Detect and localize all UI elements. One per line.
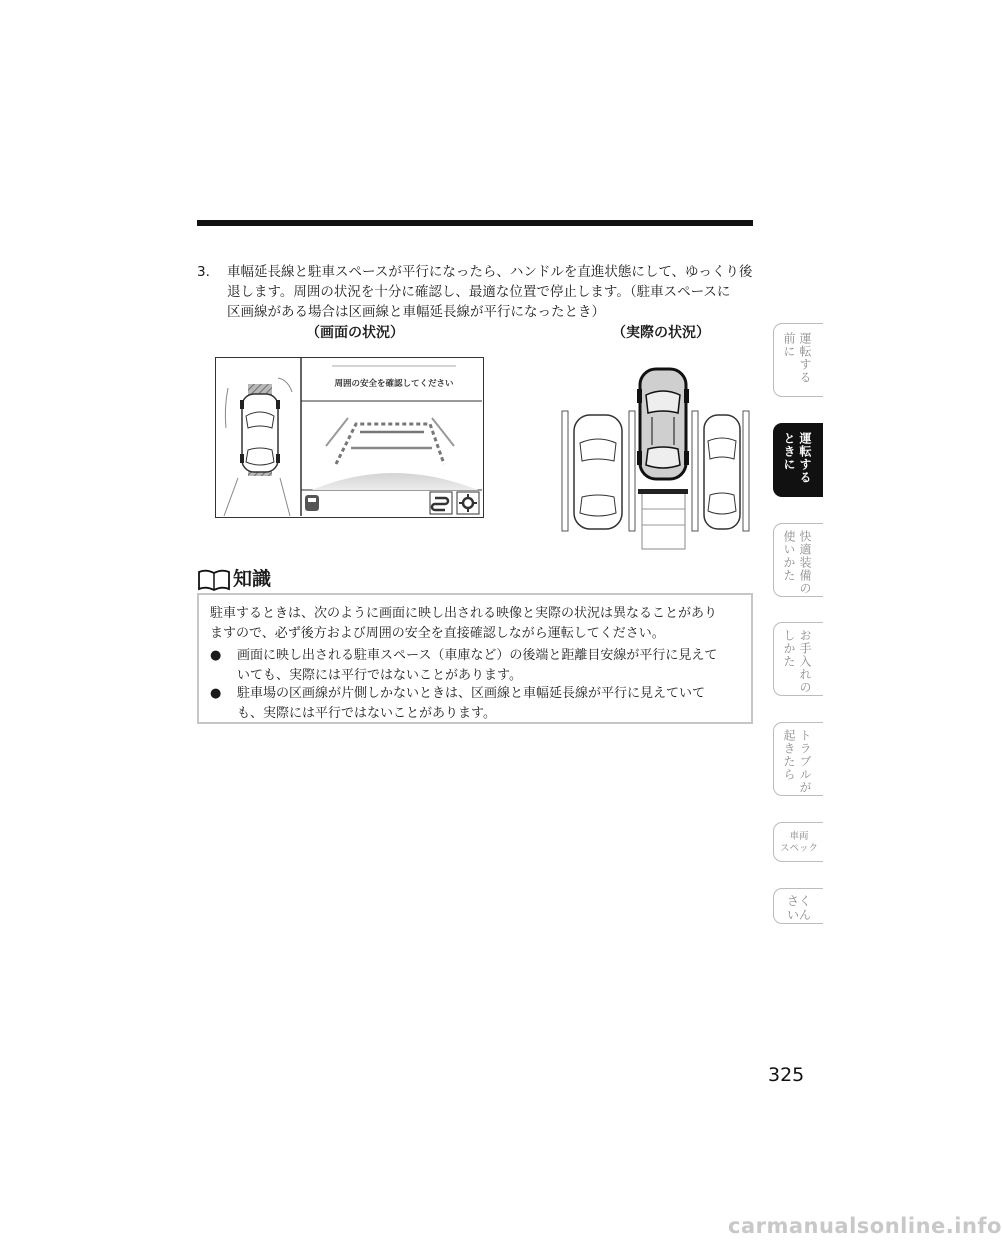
book-icon — [197, 568, 231, 592]
tab-label-line-2: いん — [786, 908, 811, 922]
step-line-3: 区画線がある場合は区画線と車幅延長線が平行になったとき） — [227, 304, 605, 320]
section-rule — [197, 220, 753, 226]
tab-label-line-1: 運転する — [798, 432, 812, 484]
tab-vehicle-specs[interactable] — [773, 822, 823, 862]
tab-label-line-2: スペック — [779, 843, 818, 854]
actual-caption: （実際の状況） — [612, 325, 710, 341]
camera-screen-illustration — [216, 358, 482, 516]
knowledge-title: 知識 — [233, 568, 272, 590]
camera-screen-figure — [215, 357, 484, 518]
tab-label-line-1: 運転する — [798, 332, 812, 384]
screen-caption: （画面の状況） — [306, 325, 404, 341]
parking-lot-illustration — [560, 365, 750, 550]
page-number: 325 — [768, 1064, 805, 1086]
tab-before-driving[interactable] — [773, 323, 823, 397]
tab-label-line-2: しかた — [782, 629, 796, 668]
tab-label-line-1: トラブルが — [798, 729, 812, 794]
bullet-dot: ● — [210, 648, 222, 663]
knowledge-intro-line-2: ますので、必ず後方および周囲の安全を直接確認しながら運転してください。 — [210, 626, 665, 641]
bullet-2-line-1: 駐車場の区画線が片側しかないときは、区画線と車幅延長線が平行に見えていて — [237, 686, 706, 701]
step-number: 3. — [197, 264, 210, 280]
tab-label-line-2: ときに — [782, 432, 796, 471]
tab-troubleshooting[interactable] — [773, 722, 823, 796]
tab-maintenance[interactable] — [773, 622, 823, 696]
tab-label-line-2: 使いかた — [782, 530, 796, 582]
bullet-1-line-2: いても、実際には平行ではないことがあります。 — [237, 668, 522, 683]
bullet-1-line-1: 画面に映し出される駐車スペース（車庫など）の後端と距離目安線が平行に見えて — [237, 648, 718, 663]
step-line-2: 退します。周囲の状況を十分に確認し、最適な位置で停止します。（駐車スペースに — [227, 284, 731, 300]
step-line-1: 車幅延長線と駐車スペースが平行になったら、ハンドルを直進状態にして、ゆっくり後 — [227, 264, 753, 280]
tab-label-line-2: 前に — [782, 332, 796, 358]
tab-while-driving[interactable] — [773, 423, 823, 497]
step-text — [227, 262, 755, 322]
tab-label-line-1: お手入れの — [798, 629, 812, 694]
tab-index[interactable] — [773, 888, 823, 924]
actual-situation-figure — [560, 365, 750, 550]
bullet-dot: ● — [210, 686, 222, 701]
tab-label-line-1: 快適装備の — [798, 530, 812, 595]
watermark: carmanualsonline.info — [728, 1214, 1002, 1238]
knowledge-box — [197, 593, 753, 724]
tab-label-line-2: 起きたら — [782, 729, 796, 781]
tab-label-line-1: 車両 — [789, 831, 809, 842]
screen-banner: 周囲の安全を確認してください — [334, 379, 454, 389]
knowledge-intro — [210, 604, 740, 644]
bullet-2-line-2: も、実際には平行ではないことがあります。 — [237, 706, 496, 721]
tab-label-line-1: さく — [786, 894, 811, 908]
knowledge-intro-line-1: 駐車するときは、次のように画面に映し出される映像と実際の状況は異なることがあり — [210, 606, 718, 621]
tab-comfort-equipment[interactable] — [773, 523, 823, 597]
